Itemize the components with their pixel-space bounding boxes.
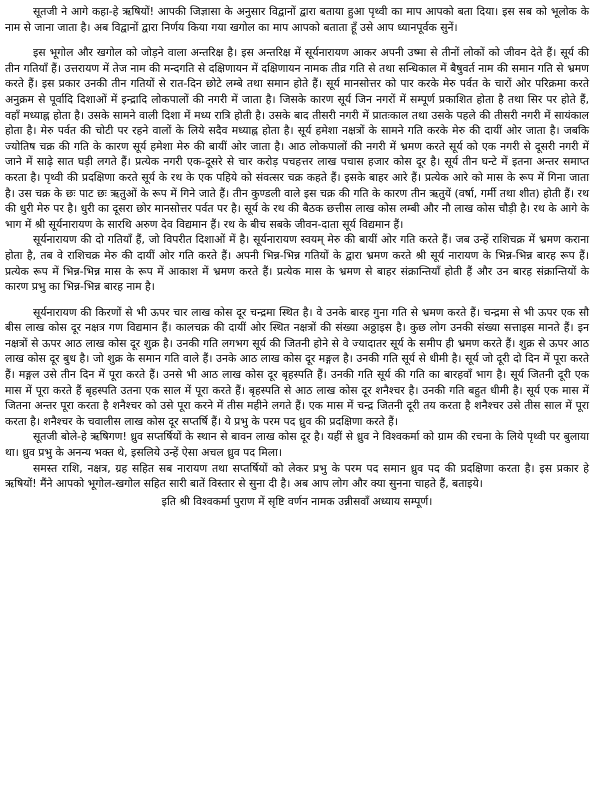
paragraph-intro: सूतजी ने आगे कहा-हे ऋषियों! आपकी जिज्ञासा के अनुसार विद्वानों द्वारा बताया हुआ पृथ्वी का माप आपको बता दिया। इस सब को भूलोक के नाम से जाना जाता है। अब विद्वानों द्वारा निर्णय किया गया खगोल का माप आपको बताता हूँ उसे आप ध्यानपूर्वक सुनें। — [5, 5, 589, 34]
paragraph-sun-motion: इस भूगोल और खगोल को जोड़ने वाला अन्तरिक्ष है। इस अन्तरिक्ष में सूर्यनारायण आकर अपनी उष्मा से तीनों लोकों को जीवन देते हैं। सूर्य की तीन गतियाँ हैं। उत्तरायण में तेज नाम की मन्दगति से दक्षिणायन में दक्षिणायन नामक तीव्र गति से तथा सन्धिकाल में बैषुवर्त नाम की समान गति से भ्रमण करते हैं। इस प्रकार उनकी तीन गतियों से रात-दिन छोटे लम्बे तथा समान होते हैं। सूर्य मानसोत्तर को पार करके मेरु पर्वत के चारों ओर परिक्रमा करते अनुक्रम से पूर्वादि दिशाओं में इन्द्रादि लोकपालों की नगरी में जाता है। जिसके कारण सूर्य जिन नगरों में सम्पूर्ण प्रकाशित होता है तथा सिर पर होते हैं, वहाँ मध्याह्न होता है। उसके सामने वाली दिशा में मध्य रात्रि होती है। उसके बाद तीसरी नगरी में प्रातःकाल तथा उसके पहले की तीसरी नगरी में सायंकाल होता है। मेरु पर्वत की चोटी पर रहने वालों के लिये सदैव मध्याह्न होता है। सूर्य हमेशा नक्षत्रों के सामने गति करके मेरु की दायीं ओर जाता है। जबकि ज्योतिष चक्र की गति के कारण सूर्य हमेशा मेरु की बायीं ओर जाता है। आठ लोकपालों की नगरी में भ्रमण करते सूर्य को एक नगरी से दूसरी नगरी में जाने में साढ़े सात घड़ी लगते हैं। प्रत्येक नगरी एक-दूसरे से चार करोड़ पचहत्तर लाख पचास हजार कोस दूर है। सूर्य तीन घन्टे में इतना अन्तर समाप्त करता है। पृथ्वी की प्रदक्षिणा करते सूर्य के रथ के एक पहिये को संवत्सर चक्र कहते हैं। इसके बाहर आरे हैं। प्रत्येक आरे को मास के रूप में गिना जाता है। उस चक्र के छः पाट छः ऋतुओं के रूप में गिने जाते हैं। तीन कुण्डली वाले इस चक्र की गति के कारण तीन ऋतुयें (वर्षा, गर्मी तथा शीत) होती हैं। रथ की धुरी मेरु पर है। धुरी का दूसरा छोर मानसोत्तर पर्वत पर है। सूर्य के रथ की बैठक छत्तीस लाख कोस लम्बी और नौ लाख कोस चौड़ी है। रथ के आगे के भाग में श्री सूर्यनारायण के सारथि अरुण देव विद्यमान हैं। रथ के बीच सबके जीवन-दाता सूर्य विद्यमान हैं। — [5, 46, 589, 231]
chapter-closing-line: इति श्री विश्वकर्मा पुराण में सृष्टि वर्णन नामक उन्नीसवाँ अध्याय सम्पूर्ण। — [161, 494, 433, 508]
paragraph-sun-directions: सूर्यनारायण की दो गतियाँ हैं, जो विपरीत दिशाओं में है। सूर्यनारायण स्वयम् मेरु की बायीं ओर गति करते हैं। जब उन्हें राशिचक्र में भ्रमण कराना होता है, तब वे राशिचक्र मेरु की दायीं ओर गति करते हैं। अपनी भिन्न-भिन्न गतियों के द्वारा भ्रमण करते श्री सूर्य नारायण के भिन्न-भिन्न बारह रूप हैं। प्रत्येक रूप में भिन्न-भिन्न मास के रूप में आकाश में भ्रमण करते हैं। प्रत्येक मास के भ्रमण से बाहर संक्रान्तियाँ होती हैं और उन बारह संक्रान्तियों के कारण प्रभु का भिन्न-भिन्न बारह नाम है। — [5, 233, 589, 294]
paragraph-dhruva: सूतजी बोले-हे ऋषिगण! ध्रुव सप्तर्षियों के स्थान से बावन लाख कोस दूर है। यहीं से ध्रुव ने विश्वकर्मा को ग्राम की रचना के लिये पृथ्वी पर बुलाया था। ध्रुव प्रभु के अनन्य भक्त थे, इसलिये उन्हें ऐसा अचल ध्रुव पद मिला। — [5, 430, 589, 460]
paragraph-conclusion: समस्त राशि, नक्षत्र, ग्रह सहित सब नारायण तथा सप्तर्षियों को लेकर प्रभु के परम पद समान ध्रुव पद की प्रदक्षिणा करता है। इस प्रकार हे ऋषियों! मैंने आपको भूगोल-खगोल सहित सारी बातें विस्तार से सुना दी है। अब आप लोग और क्या सुनना चाहते हैं, बताइये। — [5, 461, 589, 491]
paragraph-planets: सूर्यनारायण की किरणों से भी ऊपर चार लाख कोस दूर चन्द्रमा स्थित है। वे उनके बारह गुना गति से भ्रमण करते हैं। चन्द्रमा से भी ऊपर एक सौ बीस लाख कोस दूर नक्षत्र गण विद्यमान हैं। कालचक्र की दायीं ओर स्थित नक्षत्रों की संख्या अठ्ठाइस है। कुछ लोग उनकी संख्या सत्ताइस मानते हैं। इन नक्षत्रों से ऊपर आठ लाख कोस दूर शुक्र है। उनकी गति लगभग सूर्य की जितनी होने से वे ज्यादातर सूर्य के समीप ही भ्रमण करते हैं। शुक्र से ऊपर आठ लाख कोस दूर बुध है। जो शुक्र के समान गति वाले हैं। उनके आठ लाख कोस दूर मङ्गल है। उनकी गति सूर्य से धीमी है। सूर्य जो दूरी दो दिन में पूरा करते हैं। मङ्गल उसे तीन दिन में पूरा करते हैं। उनसे भी आठ लाख कोस दूर बृहस्पति हैं। उनकी गति सूर्य की गति का बारहवाँ भाग है। सूर्य जितनी दूरी एक मास में पूरा करते हैं बृहस्पति उतना एक साल में पूरा करते हैं। बृहस्पति से आठ लाख कोस दूर शनैश्चर है। उनकी गति बहुत धीमी है। सूर्य एक मास में जितना अन्तर पूरा करता है शनैश्चर को उसे पूरा करने में तीस महीने लगते हैं। एक मास में चन्द्र जितनी दूरी तय करता है शनैश्चर उसे तीस साल में पूरा करता है। शनैश्चर के चवालीस लाख कोस दूर सप्तर्षि हैं। ये प्रभु के परम पद ध्रुव की प्रदक्षिणा करते हैं। — [5, 305, 589, 428]
